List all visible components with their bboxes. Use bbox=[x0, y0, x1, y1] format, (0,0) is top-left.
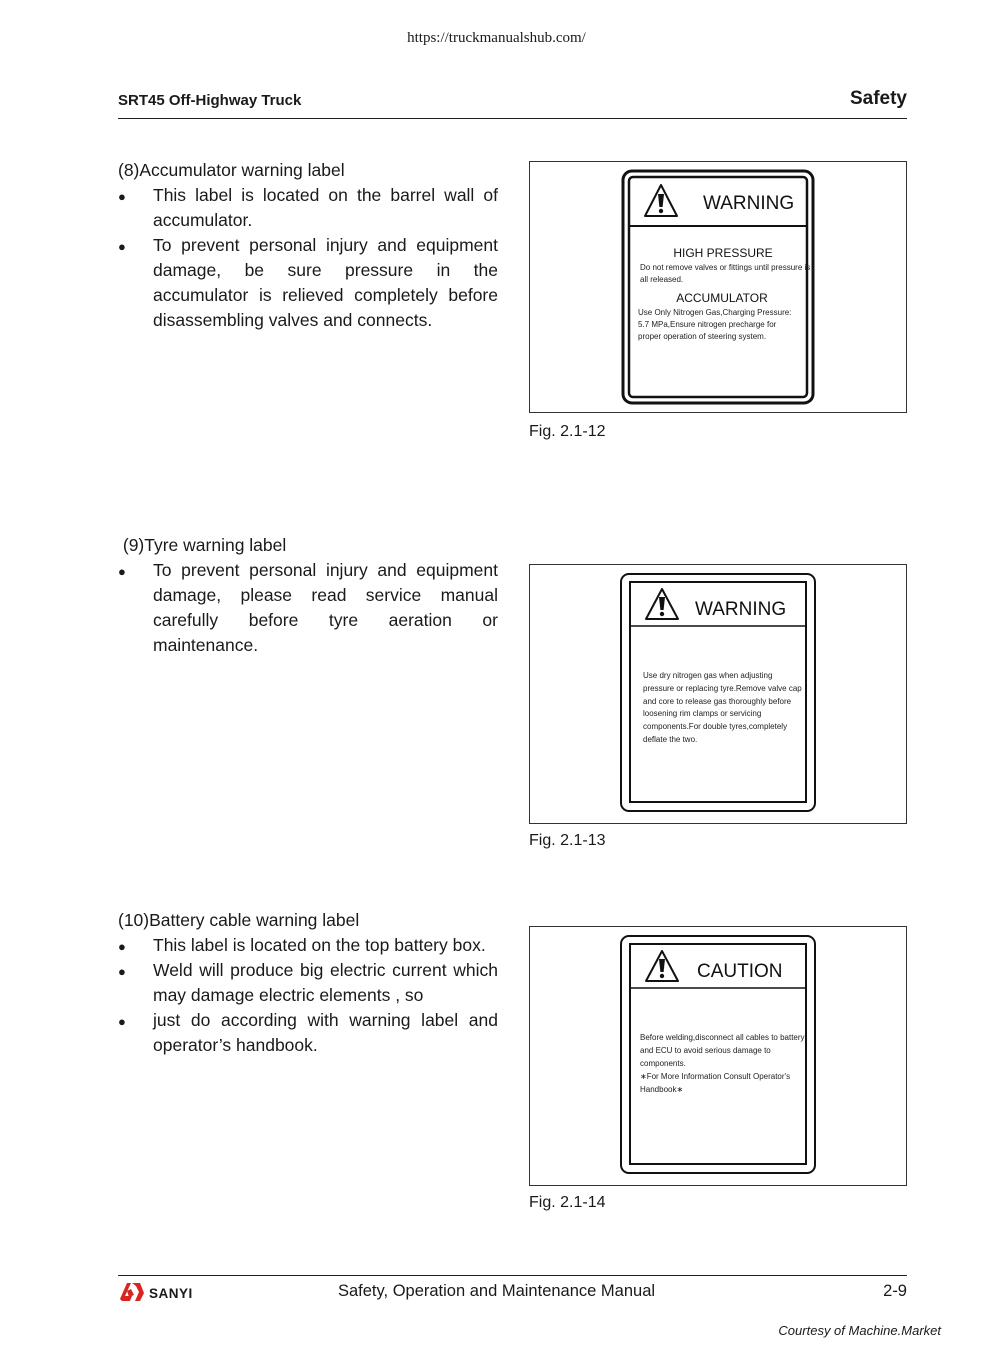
bullet-list bbox=[118, 558, 498, 658]
list-item bbox=[118, 933, 498, 958]
label-text-line: Before welding,disconnect all cables to battery bbox=[640, 1033, 805, 1042]
bullet-dot-icon: ● bbox=[118, 564, 126, 579]
tyre-warning-label bbox=[529, 564, 907, 824]
header-divider bbox=[118, 118, 907, 119]
list-item-text: Weld will produce big electric current which may damage electric elements , so bbox=[153, 960, 498, 1005]
label-subtitle: HIGH PRESSURE bbox=[673, 246, 773, 260]
manual-title: Safety, Operation and Maintenance Manual bbox=[337, 1282, 656, 1300]
label-text-line: Handbook∗ bbox=[640, 1085, 684, 1094]
list-item-text: This label is located on the top battery box. bbox=[153, 935, 486, 955]
label-signal-word: WARNING bbox=[695, 599, 787, 620]
courtesy-note: Courtesy of Machine.Market bbox=[778, 1323, 941, 1338]
figure-caption: Fig. 2.1-14 bbox=[529, 1194, 606, 1211]
list-item-text: This label is located on the barrel wall of accumulator. bbox=[153, 185, 498, 230]
label-text-line: components.For double tyres,completely bbox=[643, 722, 788, 731]
label-text-line: 5.7 MPa,Ensure nitrogen precharge for bbox=[638, 320, 777, 329]
list-item bbox=[118, 233, 498, 333]
bullet-dot-icon: ● bbox=[118, 939, 126, 954]
bullet-list bbox=[118, 183, 498, 333]
label-text-line: Do not remove valves or fittings until pressure is bbox=[640, 263, 811, 272]
label-text-line: and ECU to avoid serious damage to bbox=[640, 1046, 771, 1055]
label-signal-word: CAUTION bbox=[697, 961, 783, 982]
label-text-line: and core to release gas thoroughly before bbox=[643, 697, 792, 706]
label-text-line: Use dry nitrogen gas when adjusting bbox=[643, 671, 773, 680]
label-text-line: ∗For More Information Consult Operator's bbox=[640, 1072, 791, 1081]
list-item bbox=[118, 958, 498, 1008]
list-item bbox=[118, 558, 498, 658]
bullet-dot-icon: ● bbox=[118, 1014, 126, 1029]
label-text-line: proper operation of steering system. bbox=[638, 332, 767, 341]
page-number: 2-9 bbox=[883, 1282, 907, 1300]
bullet-dot-icon: ● bbox=[118, 239, 126, 254]
figure-caption: Fig. 2.1-13 bbox=[529, 832, 606, 849]
list-item bbox=[118, 1008, 498, 1058]
list-item bbox=[118, 183, 498, 233]
figure-caption: Fig. 2.1-12 bbox=[529, 423, 606, 440]
footer-divider bbox=[118, 1275, 907, 1276]
label-text-line: deflate the two. bbox=[643, 735, 698, 744]
bullet-dot-icon: ● bbox=[118, 189, 126, 204]
bullet-list bbox=[118, 933, 498, 1058]
label-text-line: components. bbox=[640, 1059, 686, 1068]
list-item-text: just do according with warning label and operator’s handbook. bbox=[153, 1010, 498, 1055]
label-text-line: Use Only Nitrogen Gas,Charging Pressure: bbox=[638, 308, 792, 317]
source-url: https://truckmanualshub.com/ bbox=[407, 30, 586, 46]
label-signal-word: WARNING bbox=[703, 193, 795, 214]
label-text-line: pressure or replacing tyre.Remove valve cap bbox=[643, 684, 802, 693]
list-item-text: To prevent personal injury and equipment damage, be sure pressure in the accumulator is relieved completely before disassembling valves and connects. bbox=[153, 235, 498, 330]
section-heading: (9)Tyre warning label bbox=[118, 535, 287, 555]
section-accumulator-label bbox=[118, 158, 498, 333]
label-text-line: loosening rim clamps or servicing bbox=[643, 709, 762, 718]
section-name: Safety bbox=[849, 88, 907, 109]
battery-cable-caution-label bbox=[529, 926, 907, 1186]
section-heading: (10)Battery cable warning label bbox=[118, 910, 360, 930]
label-text-line: all released. bbox=[640, 275, 684, 284]
bullet-dot-icon: ● bbox=[118, 964, 126, 979]
section-battery-label bbox=[118, 908, 498, 1058]
accumulator-warning-label bbox=[529, 161, 907, 413]
section-heading: (8)Accumulator warning label bbox=[118, 160, 345, 180]
label-subtitle: ACCUMULATOR bbox=[676, 291, 768, 305]
list-item-text: To prevent personal injury and equipment damage, please read service manual carefully before tyre aeration or maintenance. bbox=[153, 560, 498, 655]
brand-name: SANYI bbox=[149, 1286, 193, 1301]
section-tyre-label bbox=[118, 533, 498, 658]
document-title: SRT45 Off-Highway Truck bbox=[118, 92, 302, 109]
